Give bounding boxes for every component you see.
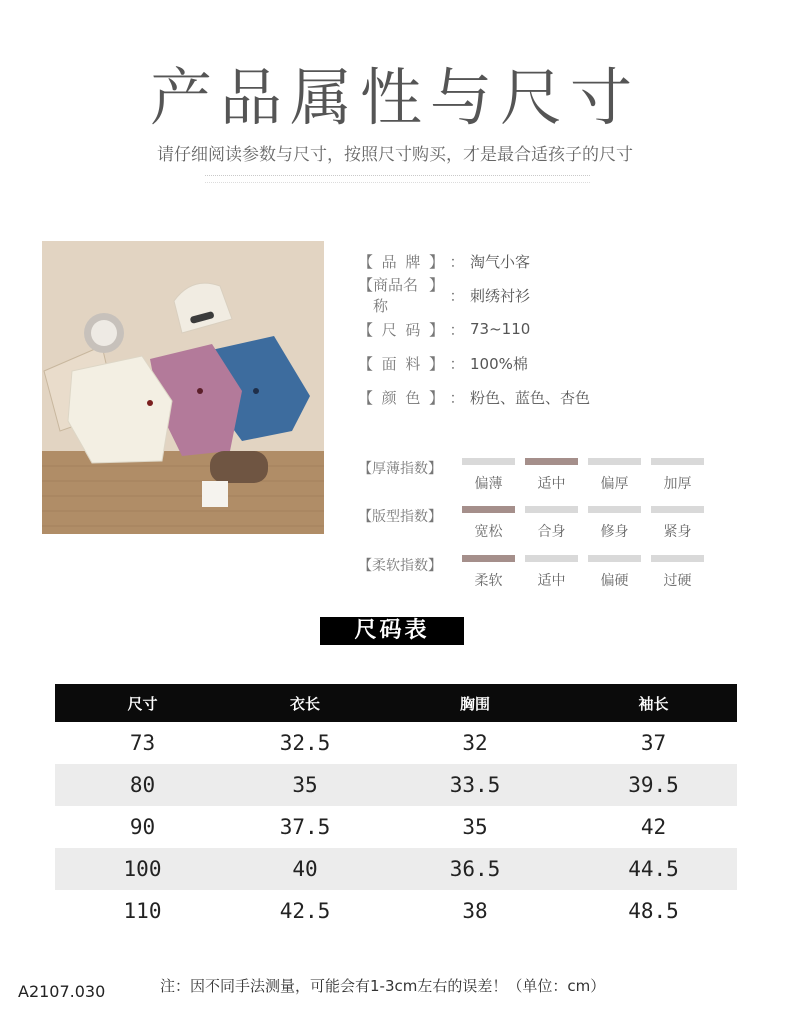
decorative-divider (205, 175, 590, 183)
index-option: 修身 (588, 506, 641, 546)
attr-row-fabric: 【 面 料 】 ： 100%棉 (358, 354, 528, 373)
table-cell: 37 (640, 731, 667, 755)
index-option: 适中 (525, 555, 578, 595)
attr-value: 淘气小客 (470, 252, 531, 271)
attr-key: 品 (381, 252, 397, 271)
column-header: 胸围 (459, 694, 490, 713)
table-cell: 80 (129, 773, 156, 797)
index-label: 【厚薄指数】 (358, 461, 442, 477)
table-cell: 32.5 (279, 731, 331, 755)
index-label: 【柔软指数】 (358, 558, 442, 574)
product-photo (42, 241, 324, 534)
measurement-note: 注：因不同手法测量，可能会有1-3cm左右的误差！（单位：cm） (160, 977, 606, 995)
table-cell: 35 (462, 815, 488, 839)
table-cell: 73 (129, 731, 156, 755)
table-cell: 44.5 (628, 857, 679, 881)
table-cell: 42.5 (279, 899, 331, 923)
index-bar (588, 506, 641, 513)
fit-index (358, 506, 704, 546)
table-cell: 36.5 (449, 857, 501, 881)
attr-value: 100%棉 (470, 354, 528, 373)
table-cell: 48.5 (628, 899, 679, 923)
attr-row-size: 【 尺 码 】 ： 73~110 (358, 320, 531, 339)
column-header: 衣长 (289, 694, 320, 713)
table-cell: 38 (462, 899, 488, 923)
index-option-selected: 宽松 (462, 506, 515, 546)
index-bar (588, 555, 641, 562)
attr-key: 尺 (381, 320, 397, 339)
index-bar (651, 458, 704, 465)
index-option: 合身 (525, 506, 578, 546)
table-cell: 33.5 (449, 773, 501, 797)
index-option: 加厚 (651, 458, 704, 498)
table-cell: 42 (640, 815, 667, 839)
column-header: 尺寸 (127, 694, 158, 713)
attr-row-brand: 【 品 牌 】 ： 淘气小客 (358, 252, 531, 271)
index-bar (525, 555, 578, 562)
size-table (55, 684, 737, 932)
table-cell: 100 (123, 857, 162, 881)
attr-key: 商品名称 (373, 276, 419, 315)
index-option: 偏厚 (588, 458, 641, 498)
index-option: 偏硬 (588, 555, 641, 595)
table-row (55, 764, 737, 806)
product-code: A2107.030 (18, 982, 106, 1001)
index-option: 偏薄 (462, 458, 515, 498)
attr-row-color: 【 颜 色 】 ： 粉色、蓝色、杏色 (358, 388, 591, 407)
table-row (55, 848, 737, 890)
table-cell: 39.5 (628, 773, 679, 797)
product-attributes (358, 244, 590, 414)
table-row (55, 806, 737, 848)
attr-row-product-name: 【 商品名称 】 ： 刺绣衬衫 (358, 276, 531, 315)
attr-key: 面 (381, 354, 397, 373)
table-cell: 32 (462, 731, 488, 755)
attr-value: 刺绣衬衫 (470, 286, 531, 305)
table-cell: 110 (123, 899, 162, 923)
index-bar (651, 555, 704, 562)
index-bar (462, 555, 515, 562)
index-option-selected: 柔软 (462, 555, 515, 595)
page-title: 产品属性与尺寸 (149, 61, 640, 134)
table-cell: 35 (292, 773, 318, 797)
attr-value: 粉色、蓝色、杏色 (470, 388, 591, 407)
table-cell: 90 (129, 815, 156, 839)
table-row (55, 722, 737, 764)
index-bar (525, 458, 578, 465)
column-header: 袖长 (638, 694, 669, 713)
attr-value: 73~110 (470, 320, 531, 338)
page-subtitle: 请仔细阅读参数与尺寸，按照尺寸购买，才是最合适孩子的尺寸 (157, 145, 633, 165)
table-cell: 37.5 (279, 815, 331, 839)
index-bar (462, 506, 515, 513)
index-option-selected: 适中 (525, 458, 578, 498)
table-header (55, 684, 737, 722)
size-chart-banner: 尺码表 (320, 617, 464, 645)
index-bar (525, 506, 578, 513)
softness-index (358, 555, 704, 595)
table-cell: 40 (292, 857, 318, 881)
index-label: 【版型指数】 (358, 509, 442, 525)
index-option: 紧身 (651, 506, 704, 546)
thickness-index (358, 458, 704, 498)
index-bar (588, 458, 641, 465)
attr-key: 颜 (381, 388, 397, 407)
index-option: 过硬 (651, 555, 704, 595)
index-bar (462, 458, 515, 465)
table-row (55, 890, 737, 932)
index-bar (651, 506, 704, 513)
